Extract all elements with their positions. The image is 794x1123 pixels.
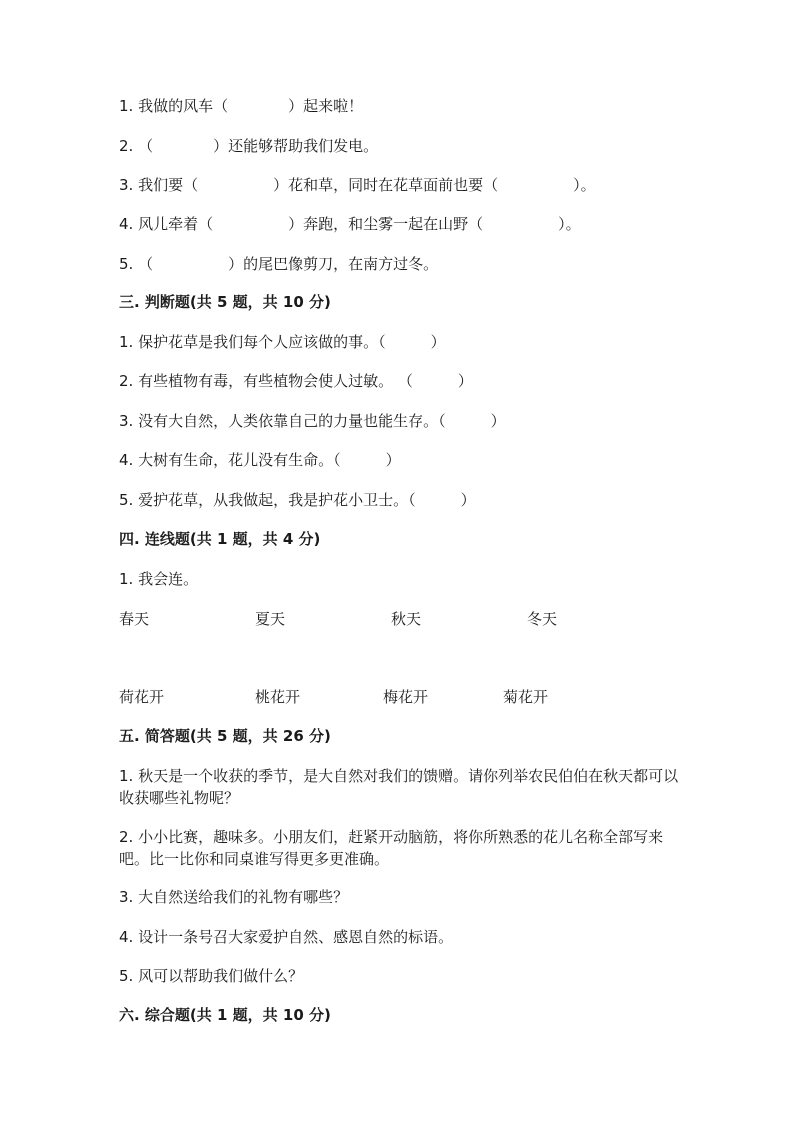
true-false-question-2: 2. 有些植物有毒，有些植物会使人过敏。 （ ） xyxy=(119,372,473,390)
short-answer-question-2: 2. 小小比赛，趣味多。小朋友们，赶紧开动脑筋，将你所熟悉的花儿名称全部写来吧。比一比你和同桌谁写得更多更准确。 xyxy=(119,828,664,868)
fill-in-question-2: 2. （ ）还能够帮助我们发电。 xyxy=(119,137,379,155)
section-4-title: 四. 连线题(共 1 题，共 4 分) xyxy=(119,530,321,548)
short-answer-question-5: 5. 风可以帮助我们做什么？ xyxy=(119,967,304,985)
short-answer-question-4: 4. 设计一条号召大家爱护自然、感恩自然的标语。 xyxy=(119,928,454,946)
true-false-question-1: 1. 保护花草是我们每个人应该做的事。（ ） xyxy=(119,333,446,351)
section-3-title: 三. 判断题(共 5 题，共 10 分) xyxy=(119,293,331,311)
fill-in-question-5: 5. （ ）的尾巴像剪刀，在南方过冬。 xyxy=(119,255,439,273)
short-answer-question-3: 3. 大自然送给我们的礼物有哪些？ xyxy=(119,888,349,906)
flower-lotus: 荷花开 xyxy=(119,688,165,706)
season-winter: 冬天 xyxy=(527,610,558,628)
fill-in-question-3: 3. 我们要（ ）花和草，同时在花草面前也要（ ）。 xyxy=(119,176,596,194)
season-autumn: 秋天 xyxy=(391,610,422,628)
section-6-title: 六. 综合题(共 1 题，共 10 分) xyxy=(119,1006,331,1024)
season-summer: 夏天 xyxy=(255,610,286,628)
true-false-question-3: 3. 没有大自然，人类依靠自己的力量也能生存。（ ） xyxy=(119,412,506,430)
true-false-question-4: 4. 大树有生命，花儿没有生命。（ ） xyxy=(119,451,401,469)
flower-chrysanthemum: 菊花开 xyxy=(503,688,549,706)
fill-in-question-4: 4. 风儿牵着（ ）奔跑，和尘雾一起在山野（ ）。 xyxy=(119,215,581,233)
flower-peach: 桃花开 xyxy=(255,688,301,706)
fill-in-question-1: 1. 我做的风车（ ）起来啦！ xyxy=(119,97,364,115)
season-spring: 春天 xyxy=(119,610,150,628)
short-answer-question-1: 1. 秋天是一个收获的季节，是大自然对我们的馈赠。请你列举农民伯伯在秋天都可以收获哪些礼物呢？ xyxy=(119,767,679,807)
flower-plum: 梅花开 xyxy=(383,688,429,706)
section-5-title: 五. 简答题(共 5 题，共 26 分) xyxy=(119,727,331,745)
matching-question: 1. 我会连。 xyxy=(119,570,199,588)
true-false-question-5: 5. 爱护花草，从我做起，我是护花小卫士。（ ） xyxy=(119,491,476,509)
